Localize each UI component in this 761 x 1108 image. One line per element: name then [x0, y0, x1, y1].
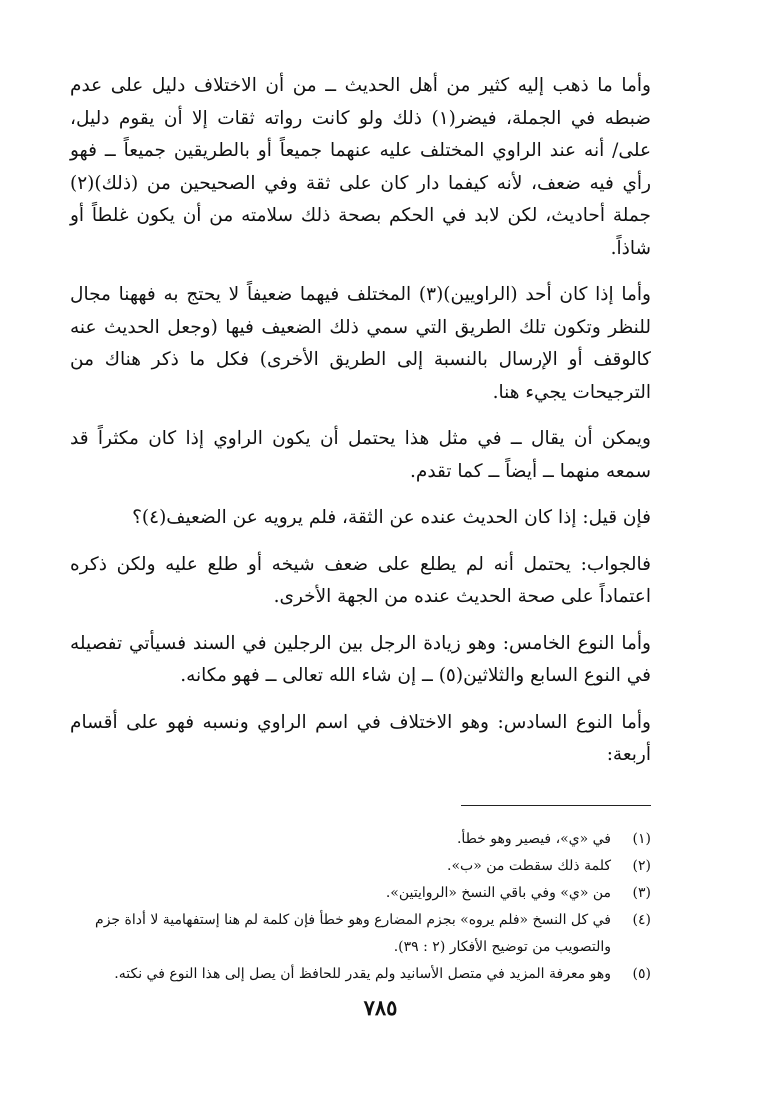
- footnotes: [70, 826, 651, 988]
- footnote-number: (٢): [632, 857, 651, 874]
- footnote: [70, 961, 651, 988]
- footnote-number: (٤): [632, 911, 651, 928]
- footnote: [70, 826, 651, 853]
- footnote-text: كلمة ذلك سقطت من «ب».: [447, 857, 611, 874]
- paragraph: وأما ما ذهب إليه كثير من أهل الحديث ــ من أن الاختلاف دليل على عدم ضبطه في الجملة، فيضر(١) ذلك ولو كانت رواته ثقات إلا أن يقوم دليل، على/ أنه عند الراوي المختلف عليه عنهما جميعاً أو بالطريقين جميعاً ــ فهو رأي فيه ضعف، لأنه كيفما دار كان على ثقة وفي الصحيحين من (ذلك)(٢) جملة أحاديث، لكن لابد في الحكم بصحة ذلك سلامته من أن يكون غلطاً أو شاذاً.: [70, 75, 651, 259]
- paragraph: وأما النوع الخامس: وهو زيادة الرجل بين الرجلين في السند فسيأتي تفصيله في النوع السابع والثلاثين(٥) ــ إن شاء الله تعالى ــ فهو مكانه.: [70, 632, 651, 686]
- footnote-divider: [461, 805, 651, 806]
- footnote-number: (١): [632, 830, 651, 847]
- paragraph: فإن قيل: إذا كان الحديث عنده عن الثقة، فلم يرويه عن الضعيف(٤)؟: [132, 507, 651, 528]
- footnote-text: وهو معرفة المزيد في متصل الأسانيد ولم يقدر للحافظ أن يصل إلى هذا النوع في نكته.: [114, 965, 611, 982]
- footnote-text: في «ي»، فيصير وهو خطأ.: [456, 830, 611, 847]
- paragraph: ويمكن أن يقال ــ في مثل هذا يحتمل أن يكون الراوي إذا كان مكثراً قد سمعه منهما ــ أيضاً ــ كما تقدم.: [70, 428, 651, 482]
- paragraph: وأما إذا كان أحد (الراويين)(٣) المختلف فيهما ضعيفاً لا يحتج به فههنا مجال للنظر وتكون تلك الطريق التي سمي ذلك الضعيف فيها (وجعل الحديث عنه كالوقف أو الإرسال بالنسبة إلى الطريق الأخرى) فكل ما ذكر هناك من الترجيحات يجيء هنا.: [70, 284, 651, 403]
- footnote-number: (٥): [632, 965, 651, 982]
- footnote-text: في كل النسخ «فلم يروه» بجزم المضارع وهو خطأ فإن كلمة لم هنا إستفهامية لا أداة جزم والتصويب من توضيح الأفكار (٢ : ٣٩).: [95, 911, 611, 955]
- main-text: [70, 70, 651, 772]
- footnote: [70, 880, 651, 907]
- page-number: ٧٨٥: [363, 995, 398, 1020]
- paragraph: وأما النوع السادس: وهو الاختلاف في اسم الراوي ونسبه فهو على أقسام أربعة:: [70, 711, 651, 765]
- footnote-number: (٣): [632, 884, 651, 901]
- footnote: [70, 853, 651, 880]
- footnote-text: من «ي» وفي باقي النسخ «الروايتين».: [385, 884, 611, 901]
- footnote: [70, 907, 651, 961]
- paragraph: فالجواب: يحتمل أنه لم يطلع على ضعف شيخه أو طلع عليه ولكن ذكره اعتماداً على صحة الحديث عنده من الجهة الأخرى.: [70, 553, 651, 607]
